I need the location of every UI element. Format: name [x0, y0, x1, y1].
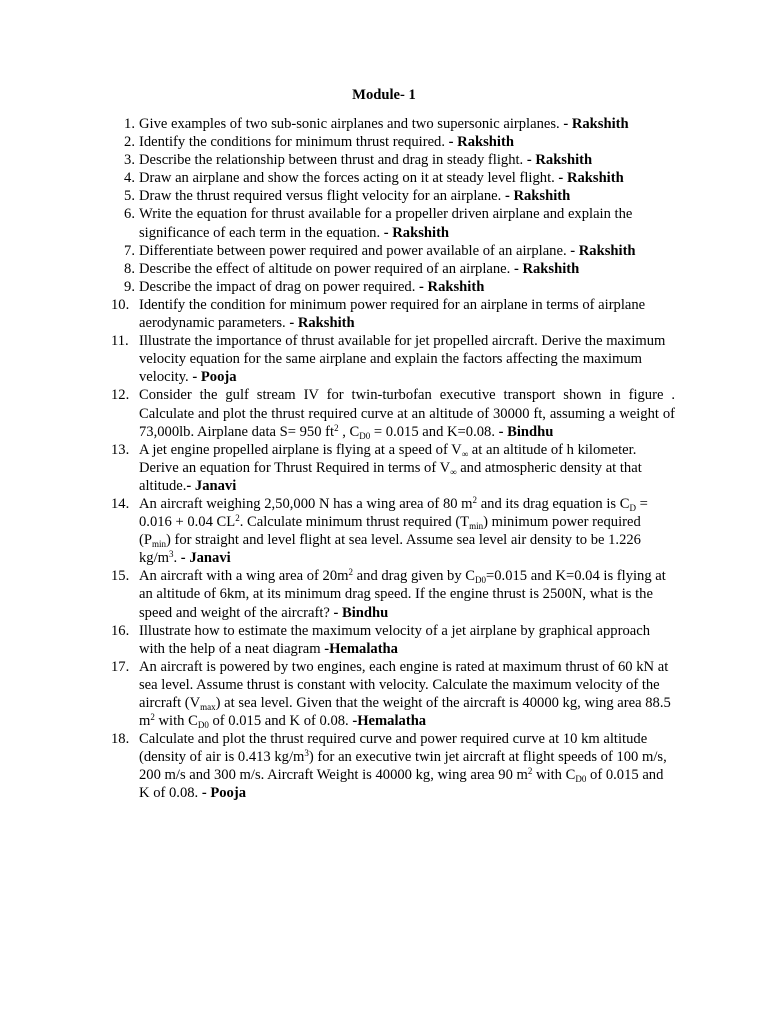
question-author: - Rakshith	[510, 260, 580, 277]
question-text: An aircraft is powered by two engines, each engine is rated at maximum thrust of 60 kN at sea level. Assume thrust is constant with velocity. Calculate the maximum velocity of the aircraft $(V_{max})$ at sea level. Given that the weight of the aircraft is 40000 kg, wing area 88.5 $m^2$ with $C_{D0}$ of 0.015 and K of 0.08. -Hemalatha	[139, 658, 671, 731]
question-item	[111, 151, 675, 169]
question-item	[111, 242, 675, 260]
question-text: Illustrate how to estimate the maximum velocity of a jet airplane by graphical approach with the help of a neat diagram -Hemalatha	[139, 622, 651, 657]
question-text: Calculate and plot the thrust required curve and power required curve at 10 km altitude (density of air is 0.413 $kg/m^3$) for an executive twin jet aircraft at flight speeds of 100 m/s, 200 m/s and 300 m/s. Aircraft Weight is 40000 kg, wing area 90 $m^2$ with $C_{D0}$ of 0.015 and K of 0.08. - Pooja	[139, 731, 667, 802]
question-number: 18.	[111, 731, 130, 748]
question-author: - Pooja	[198, 785, 247, 802]
question-text: An aircraft with a wing area of $20m^2$ and drag given by $C_{D0}=0.015$ and K=0.04 is flying at an altitude of 6km, at its minimum drag speed. If the engine thrust is 2500N, what is the speed and weight of the aircraft? - Bindhu	[139, 567, 666, 621]
question-item	[111, 169, 675, 187]
question-text: Consider the gulf stream IV for twin-turbofan executive transport shown in figure . Calculate and plot the thrust required curve at an altitude of 30000 ft, assuming a weight of 73,000lb. Airplane data S= 950 $ft^2$ , $C_{D0} = 0.015$ and K=0.08. - Bindhu	[139, 387, 675, 441]
question-number: 6.	[124, 206, 135, 223]
question-text: Draw an airplane and show the forces acting on it at steady level flight. - Rakshith	[139, 170, 624, 187]
question-item	[111, 730, 675, 802]
question-item	[111, 205, 675, 241]
question-item	[111, 133, 675, 151]
question-number: 4.	[124, 170, 135, 187]
question-list	[111, 115, 675, 803]
page-title: Module- 1	[352, 87, 416, 103]
question-text: Differentiate between power required and power available of an airplane. - Rakshith	[139, 242, 636, 259]
question-item	[111, 567, 675, 621]
question-text: Describe the impact of drag on power required. - Rakshith	[139, 278, 485, 295]
question-author: -Hemalatha	[324, 640, 398, 657]
question-number: 7.	[124, 242, 135, 259]
question-author: -Hemalatha	[348, 713, 427, 730]
question-author: - Rakshith	[559, 116, 629, 132]
question-text: Describe the effect of altitude on power required of an airplane. - Rakshith	[139, 260, 580, 277]
question-author: - Rakshith	[523, 152, 593, 169]
question-number: 13.	[111, 441, 130, 458]
question-number: 12.	[111, 387, 130, 404]
question-text: Give examples of two sub-sonic airplanes and two supersonic airplanes. - Rakshith	[139, 116, 629, 132]
question-author: - Janavi	[186, 477, 237, 494]
question-number: 2.	[124, 134, 135, 151]
question-item	[111, 296, 675, 332]
question-item	[111, 386, 675, 440]
question-text: Draw the thrust required versus flight velocity for an airplane. - Rakshith	[139, 188, 571, 205]
question-author: - Pooja	[188, 369, 237, 386]
question-item	[111, 441, 675, 495]
question-author: - Rakshith	[566, 242, 636, 259]
question-item	[111, 115, 675, 133]
question-author: - Janavi	[177, 550, 231, 567]
question-text: Write the equation for thrust available for a propeller driven airplane and explain the significance of each term in the equation. - Rakshith	[139, 206, 633, 241]
question-author: - Rakshith	[445, 134, 514, 151]
question-number: 3.	[124, 152, 135, 169]
question-author: - Bindhu	[494, 423, 554, 440]
question-text: Illustrate the importance of thrust available for jet propelled aircraft. Derive the maximum velocity equation for the same airplane and explain the factors affecting the maximum velocity. - Pooja	[139, 333, 666, 386]
question-item	[111, 278, 675, 296]
question-text: Identify the condition for minimum power required for an airplane in terms of airplane aerodynamic parameters. - Rakshith	[139, 296, 646, 332]
question-text: A jet engine propelled airplane is flying at a speed of $V_\infty$ at an altitude of h kilometer. Derive an equation for Thrust Required in terms of $V_\infty$ and atmospheric density at that altitude.- Janavi	[139, 441, 642, 494]
question-author: - Rakshith	[380, 224, 450, 241]
question-text: Describe the relationship between thrust and drag in steady flight. - Rakshith	[139, 152, 593, 169]
question-author: - Rakshith	[554, 170, 624, 187]
question-author: - Bindhu	[329, 604, 389, 621]
question-author: - Rakshith	[285, 315, 355, 332]
question-author: - Rakshith	[415, 278, 485, 295]
question-number: 5.	[124, 188, 135, 205]
question-item	[111, 658, 675, 730]
question-author: - Rakshith	[501, 188, 571, 205]
question-text: Identify the conditions for minimum thrust required. - Rakshith	[139, 134, 514, 151]
question-number: 9.	[124, 278, 135, 295]
question-number: 17.	[111, 658, 130, 675]
question-number: 16.	[111, 622, 130, 639]
question-item	[111, 495, 675, 567]
question-number: 15.	[111, 568, 130, 585]
question-item	[111, 187, 675, 205]
question-item	[111, 622, 675, 658]
question-number: 11.	[111, 333, 129, 350]
question-number: 1.	[124, 116, 135, 132]
question-text: An aircraft weighing 2,50,000 N has a wing area of 80 $m^2$ and its drag equation is $C_D = 0.016 + 0.04$ $CL^2$. Calculate minimum thrust required $(T_{min})$ minimum power required $(P_{min})$ for straight and level flight at sea level. Assume sea level air density to be 1.226 $kg/m^3$. - Janavi	[139, 494, 648, 567]
question-number: 8.	[124, 260, 135, 277]
question-item	[111, 260, 675, 278]
question-number: 10.	[111, 296, 130, 313]
question-number: 14.	[111, 495, 130, 512]
question-item	[111, 332, 675, 386]
